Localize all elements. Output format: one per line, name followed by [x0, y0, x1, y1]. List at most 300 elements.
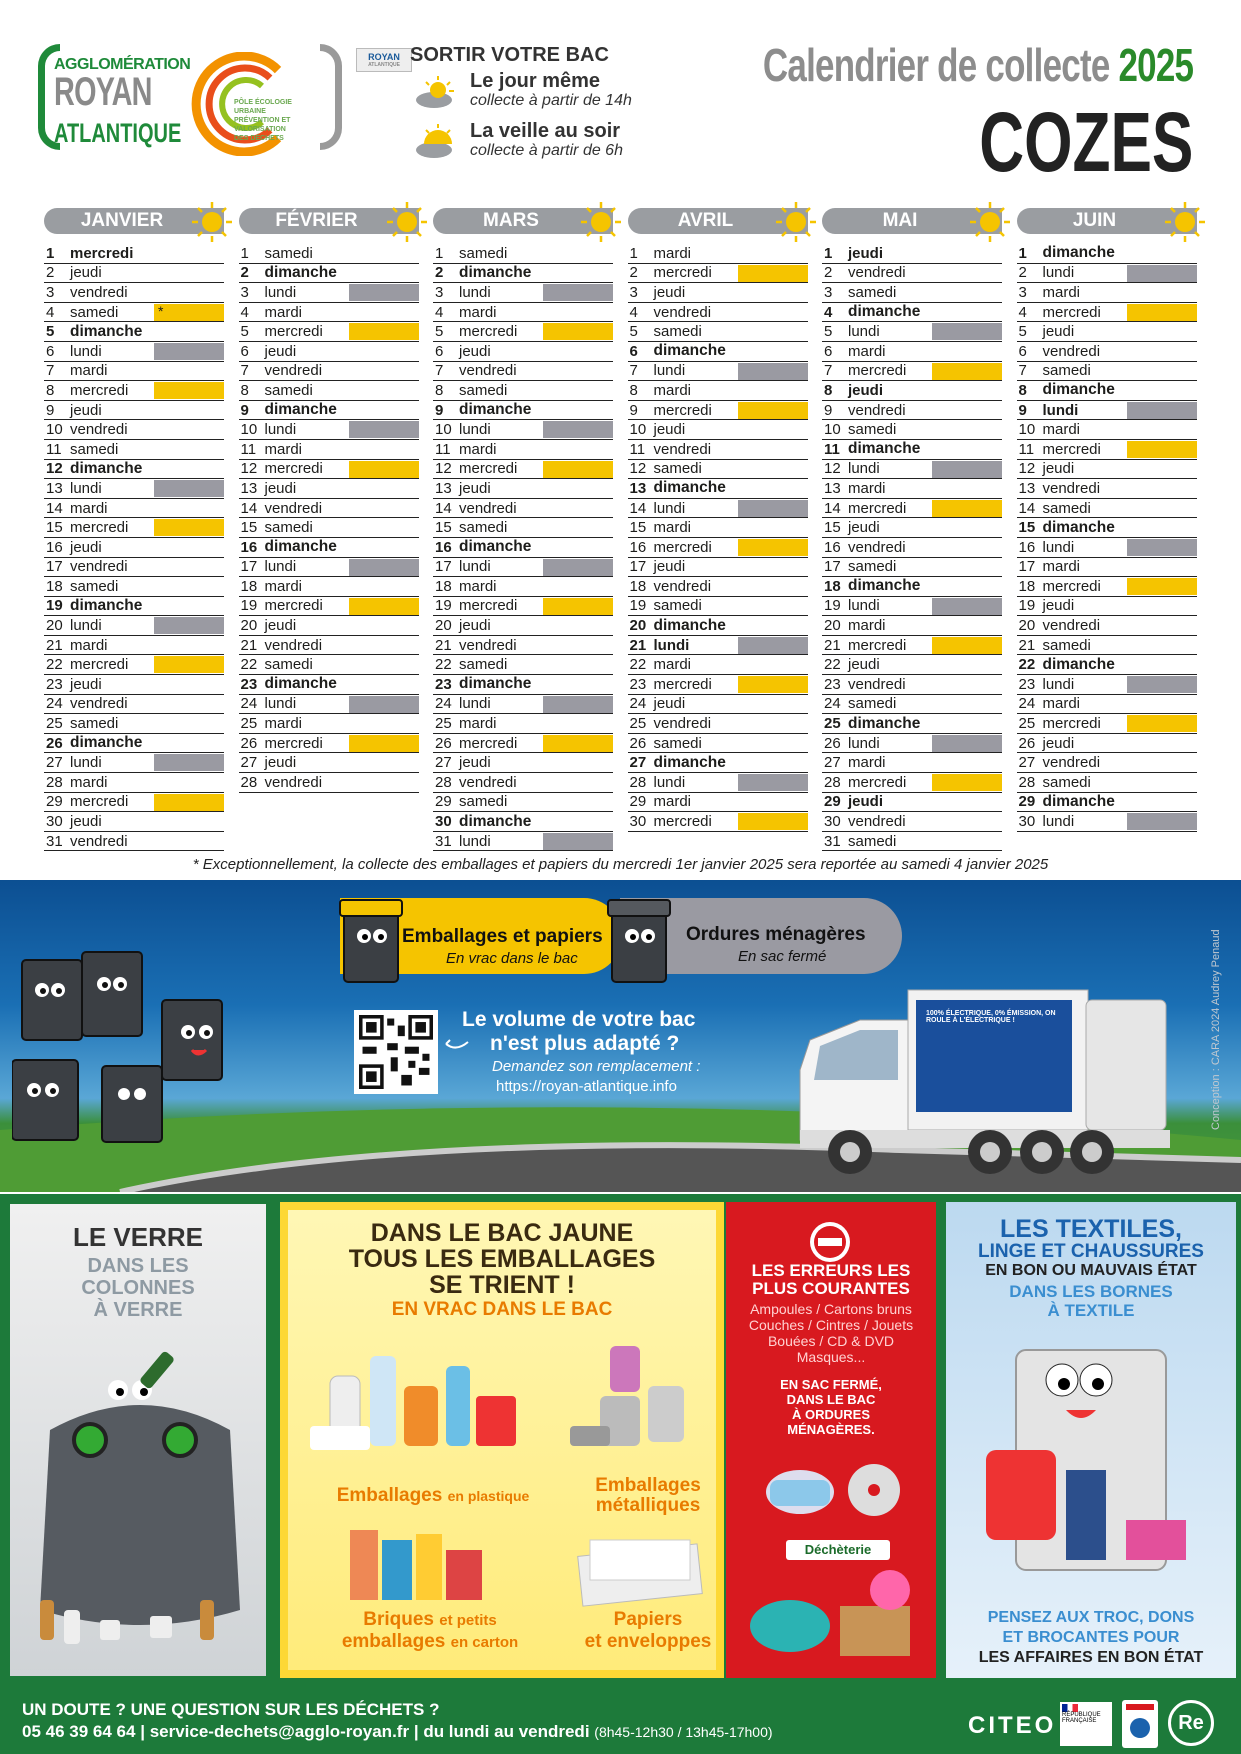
- day-number: 8: [240, 381, 249, 399]
- day-name: samedi: [70, 715, 119, 733]
- day-number: 4: [1018, 303, 1027, 321]
- month-column: [239, 208, 419, 793]
- collection-truck: [790, 980, 1190, 1185]
- calendar-day-row: [433, 440, 613, 460]
- calendar-day-row: [239, 283, 419, 303]
- decheterie-sign: Déchèterie: [786, 1540, 890, 1560]
- calendar-day-row: [433, 283, 613, 303]
- day-number: 1: [46, 244, 55, 262]
- day-number: 28: [1018, 773, 1036, 791]
- month-header: [239, 208, 419, 234]
- day-name: mardi: [459, 440, 497, 458]
- credit: Conception : CARA 2024 Audrey Penaud: [1210, 929, 1222, 1130]
- day-number: 23: [46, 675, 63, 693]
- calendar-day-row: [822, 695, 1002, 715]
- day-name: samedi: [653, 597, 702, 615]
- day-number: 30: [629, 813, 647, 831]
- calendar-day-row: [44, 479, 224, 499]
- day-name: vendredi: [653, 303, 712, 321]
- day-number: 26: [824, 734, 841, 752]
- footer-email[interactable]: service-dechets@agglo-royan.fr: [149, 1722, 410, 1741]
- calendar-day-row: [822, 558, 1002, 578]
- sun-icon: [774, 200, 818, 244]
- day-name: mardi: [459, 577, 497, 595]
- royan-badge: ROYAN ATLANTIQUE: [356, 48, 412, 72]
- day-name: mercredi: [1042, 577, 1101, 595]
- day-name: mardi: [1042, 421, 1081, 439]
- calendar-day-row: [433, 264, 613, 284]
- calendar-day-row: [433, 734, 613, 754]
- day-name: mardi: [264, 303, 303, 321]
- yellow-bin-icon: [338, 892, 408, 992]
- err-s2: DANS LE BAC: [786, 1392, 876, 1407]
- jaune-title1: DANS LE BAC JAUNE: [370, 1219, 634, 1247]
- day-number: 29: [435, 793, 452, 811]
- month-column: [44, 208, 224, 851]
- day-name: vendredi: [653, 715, 712, 733]
- calendar-day-row: [433, 401, 613, 421]
- day-number: 16: [240, 538, 258, 556]
- day-number: 18: [46, 577, 63, 595]
- replacement-link[interactable]: https://royan-atlantique.info: [496, 1078, 677, 1095]
- day-number: 29: [824, 793, 841, 811]
- day-name: samedi: [848, 421, 897, 439]
- day-number: 20: [1018, 617, 1036, 635]
- calendar-day-row: [1017, 812, 1197, 832]
- emballages-collection-marker: [154, 794, 224, 811]
- day-number: 11: [240, 440, 257, 458]
- calendar-day-row: [1017, 401, 1197, 421]
- calendar-day-row: [433, 303, 613, 323]
- calendar-day-row: [822, 538, 1002, 558]
- calendar-day-row: [1017, 636, 1197, 656]
- calendar-year: 2025: [1118, 39, 1193, 91]
- emballages-collection-marker: [154, 382, 224, 399]
- day-name: jeudi: [264, 479, 297, 497]
- day-name: samedi: [848, 558, 897, 576]
- day-name: mercredi: [1042, 303, 1101, 321]
- day-name: dimanche: [264, 538, 337, 556]
- calendar-day-row: [822, 616, 1002, 636]
- day-number: 1: [629, 244, 638, 262]
- day-name: vendredi: [653, 577, 712, 595]
- day-number: 13: [1018, 479, 1036, 497]
- calendar-day-row: [433, 577, 613, 597]
- calendar-day-row: [1017, 460, 1197, 480]
- day-number: 20: [240, 617, 258, 635]
- qr-code-icon: [359, 1015, 433, 1089]
- calendar-day-row: [1017, 597, 1197, 617]
- calendar-day-row: [628, 538, 808, 558]
- day-number: 25: [629, 715, 647, 733]
- day-number: 18: [629, 577, 647, 595]
- day-number: 15: [629, 519, 647, 537]
- day-name: samedi: [1042, 636, 1091, 654]
- calendar-day-row: [1017, 655, 1197, 675]
- day-name: mardi: [70, 362, 108, 380]
- month-name: JUIN: [1072, 210, 1117, 231]
- day-name: mardi: [848, 342, 886, 360]
- month-column: [822, 208, 1002, 851]
- calendar-day-row: [433, 558, 613, 578]
- calendar-day-row: [239, 420, 419, 440]
- day-name: jeudi: [848, 381, 884, 399]
- day-name: mardi: [1042, 558, 1081, 576]
- calendar-day-row: [822, 420, 1002, 440]
- calendar-day-row: [1017, 793, 1197, 813]
- day-name: vendredi: [70, 832, 128, 850]
- day-number: 28: [435, 773, 452, 791]
- day-name: jeudi: [459, 754, 491, 772]
- day-name: samedi: [70, 577, 119, 595]
- calendar-day-row: [822, 322, 1002, 342]
- day-number: 22: [435, 656, 452, 674]
- day-number: 10: [46, 421, 63, 439]
- day-name: dimanche: [848, 440, 921, 458]
- emballages-collection-marker: [1127, 304, 1197, 321]
- logo-pole: PÔLE ÉCOLOGIE URBAINE PRÉVENTION ET VALORISATION DES DÉCHETS: [234, 99, 292, 142]
- day-name: mardi: [653, 244, 692, 262]
- day-number: 26: [46, 734, 63, 752]
- footer-contact: [22, 1722, 773, 1742]
- calendar-day-row: [822, 714, 1002, 734]
- legend-yellow-title: Emballages et papiers: [402, 926, 603, 947]
- day-number: 10: [240, 421, 258, 439]
- calendar-day-row: [44, 322, 224, 342]
- day-number: 13: [824, 479, 841, 497]
- calendar-day-row: [628, 244, 808, 264]
- day-number: 14: [435, 499, 452, 517]
- day-number: 9: [46, 401, 55, 419]
- day-number: 25: [824, 715, 841, 733]
- calendar-day-row: [433, 793, 613, 813]
- calendar-day-row: [433, 460, 613, 480]
- emballages-collection-marker: [543, 735, 613, 752]
- day-name: dimanche: [848, 714, 921, 732]
- day-number: 27: [240, 754, 258, 772]
- day-number: 19: [435, 597, 452, 615]
- day-name: mercredi: [653, 813, 712, 831]
- qr-code[interactable]: [354, 1010, 438, 1094]
- calendar-day-row: [628, 440, 808, 460]
- emballages-collection-marker: [349, 461, 419, 478]
- calendar-day-row: [822, 773, 1002, 793]
- calendar-day-row: [239, 479, 419, 499]
- calendar-day-row: [628, 597, 808, 617]
- tex-b1: PENSEZ AUX TROC, DONS: [987, 1609, 1195, 1626]
- legend-yellow-sub: En vrac dans le bac: [446, 950, 578, 967]
- day-name: lundi: [1042, 675, 1075, 693]
- day-name: jeudi: [264, 617, 297, 635]
- day-number: 14: [46, 499, 63, 517]
- calendar-day-row: [44, 401, 224, 421]
- calendar-day-row: [1017, 616, 1197, 636]
- republique-text: RÉPUBLIQUE FRANÇAISE: [1062, 1712, 1101, 1724]
- calendar-day-row: [44, 244, 224, 264]
- day-name: vendredi: [70, 421, 128, 439]
- ordures-collection-marker: [349, 696, 419, 713]
- calendar-day-row: [44, 264, 224, 284]
- calendar-day-row: [628, 283, 808, 303]
- day-name: lundi: [653, 499, 686, 517]
- day-name: samedi: [459, 244, 508, 262]
- calendar-day-row: [822, 244, 1002, 264]
- day-number: 9: [240, 401, 249, 419]
- day-name: jeudi: [653, 283, 686, 301]
- calendar-day-row: [44, 695, 224, 715]
- day-name: vendredi: [848, 538, 906, 556]
- day-number: 10: [629, 421, 647, 439]
- day-name: lundi: [848, 597, 880, 615]
- err-l4: Masques...: [796, 1349, 866, 1365]
- tex-title1: LES TEXTILES,: [1000, 1215, 1182, 1243]
- day-name: dimanche: [70, 459, 143, 477]
- day-name: mercredi: [653, 264, 712, 282]
- emballages-collection-marker: [543, 323, 613, 340]
- ordures-collection-marker: [1127, 265, 1197, 282]
- calendar-day-row: [239, 538, 419, 558]
- day-name: dimanche: [70, 734, 143, 752]
- day-name: mercredi: [653, 401, 712, 419]
- day-number: 31: [824, 832, 841, 850]
- calendar-day-row: [1017, 675, 1197, 695]
- calendar-day-row: [628, 734, 808, 754]
- day-name: mardi: [70, 499, 108, 517]
- tex-title4: DANS LES BORNES: [1009, 1282, 1173, 1301]
- emballages-collection-marker: [1127, 578, 1197, 595]
- cat-briques-1: [300, 1610, 560, 1630]
- day-number: 11: [1018, 440, 1035, 458]
- toys-box-icon: [740, 1566, 926, 1666]
- day-number: 7: [824, 362, 833, 380]
- ordures-collection-marker: [349, 421, 419, 438]
- logo-atlantique: ATLANTIQUE: [54, 118, 182, 148]
- day-number: 29: [1018, 793, 1036, 811]
- emballages-collection-marker: [349, 598, 419, 615]
- day-name: jeudi: [1042, 597, 1075, 615]
- day-name: samedi: [264, 656, 313, 674]
- cat-briques-sub: et petits: [439, 1612, 497, 1629]
- month-name: MARS: [483, 210, 539, 231]
- footnote-marker: *: [158, 302, 164, 319]
- day-number: 26: [1018, 734, 1036, 752]
- day-number: 11: [824, 440, 840, 458]
- cat-briques-sub2: en carton: [450, 1634, 519, 1651]
- calendar-day-row: [822, 460, 1002, 480]
- day-number: 19: [1018, 597, 1036, 615]
- emballages-collection-marker: [738, 402, 808, 419]
- calendar-day-row: [1017, 538, 1197, 558]
- logo-bracket-right: [320, 44, 342, 150]
- ordures-collection-marker: [738, 500, 808, 517]
- day-name: jeudi: [1042, 323, 1075, 341]
- calendar-day-row: [433, 499, 613, 519]
- city-name: COZES: [978, 95, 1193, 189]
- err-s4: MÉNAGÈRES.: [787, 1422, 875, 1437]
- day-name: vendredi: [459, 773, 517, 791]
- day-number: 24: [824, 695, 841, 713]
- day-number: 17: [46, 558, 63, 576]
- day-number: 6: [435, 342, 444, 360]
- day-name: dimanche: [459, 401, 532, 419]
- day-number: 22: [240, 656, 258, 674]
- day-name: vendredi: [1042, 617, 1101, 635]
- month-name: JANVIER: [80, 210, 164, 231]
- footer-phone[interactable]: 05 46 39 64 64: [22, 1722, 136, 1741]
- calendar-day-row: [44, 558, 224, 578]
- calendar-day-row: [433, 655, 613, 675]
- day-name: mercredi: [459, 323, 518, 341]
- calendar-day-row: [628, 577, 808, 597]
- day-number: 7: [629, 362, 638, 380]
- calendar-day-row: [433, 714, 613, 734]
- day-number: 13: [46, 479, 63, 497]
- day-number: 4: [240, 303, 249, 321]
- day-name: mardi: [848, 617, 886, 635]
- day-name: lundi: [1042, 401, 1079, 419]
- day-number: 13: [435, 479, 452, 497]
- calendar-day-row: [628, 303, 808, 323]
- day-name: lundi: [653, 362, 686, 380]
- day-number: 25: [46, 715, 63, 733]
- day-name: mercredi: [848, 636, 907, 654]
- plastic-metal-items-icon: [300, 1336, 710, 1476]
- day-name: jeudi: [459, 617, 491, 635]
- jaune-title3: SE TRIENT !: [429, 1271, 575, 1299]
- day-number: 2: [824, 264, 833, 282]
- month-column: [1017, 208, 1197, 832]
- day-number: 23: [1018, 675, 1036, 693]
- err-s1: EN SAC FERMÉ,: [780, 1377, 882, 1392]
- day-name: mercredi: [70, 519, 129, 537]
- calendar-day-row: [1017, 518, 1197, 538]
- day-number: 29: [46, 793, 63, 811]
- day-number: 17: [629, 558, 647, 576]
- calendar-day-row: [628, 773, 808, 793]
- day-name: lundi: [459, 832, 491, 850]
- day-name: jeudi: [70, 264, 102, 282]
- day-number: 19: [46, 597, 63, 615]
- day-name: samedi: [70, 303, 119, 321]
- calendar-day-row: [628, 812, 808, 832]
- day-name: samedi: [1042, 773, 1091, 791]
- calendar-day-row: [628, 479, 808, 499]
- day-name: lundi: [1042, 264, 1075, 282]
- calendar-day-row: [822, 675, 1002, 695]
- day-number: 16: [46, 538, 63, 556]
- calendar-day-row: [44, 832, 224, 852]
- footer-hours: (8h45-12h30 / 13h45-17h00): [594, 1724, 773, 1740]
- day-name: vendredi: [264, 362, 323, 380]
- calendar-day-row: [1017, 420, 1197, 440]
- ordures-collection-marker: [738, 363, 808, 380]
- day-name: dimanche: [459, 538, 532, 556]
- day-name: dimanche: [1042, 792, 1115, 810]
- day-number: 1: [240, 244, 249, 262]
- tex-b2: ET BROCANTES POUR: [1002, 1629, 1180, 1646]
- day-number: 12: [629, 460, 647, 478]
- day-name: samedi: [70, 440, 119, 458]
- agglo-logo: [38, 44, 400, 156]
- day-name: lundi: [848, 460, 880, 478]
- day-number: 27: [629, 754, 647, 772]
- day-number: 13: [629, 479, 647, 497]
- calendar-day-row: [239, 264, 419, 284]
- tex-b3: LES AFFAIRES EN BON ÉTAT: [978, 1649, 1204, 1666]
- calendar-day-row: [44, 655, 224, 675]
- grey-bin-icon: [606, 892, 676, 992]
- replacement-text: Demandez son remplacement :: [492, 1058, 701, 1075]
- calendar-day-row: [628, 675, 808, 695]
- day-number: 22: [629, 656, 647, 674]
- day-number: 3: [46, 283, 55, 301]
- day-number: 16: [629, 538, 647, 556]
- emballages-collection-marker: [1127, 441, 1197, 458]
- calendar-day-row: [628, 753, 808, 773]
- ordures-collection-marker: [932, 323, 1002, 340]
- day-number: 15: [240, 519, 258, 537]
- day-number: 28: [240, 773, 258, 791]
- day-name: dimanche: [1042, 381, 1115, 399]
- cat-plastique-main: Emballages: [336, 1485, 443, 1506]
- calendar-day-row: [239, 244, 419, 264]
- day-name: mardi: [848, 479, 886, 497]
- month-header: [822, 208, 1002, 234]
- day-name: lundi: [848, 323, 880, 341]
- calendar-day-row: [44, 793, 224, 813]
- sortir-title: SORTIR VOTRE BAC: [410, 44, 609, 66]
- day-name: lundi: [459, 695, 491, 713]
- calendar-day-row: [433, 244, 613, 264]
- calendar-day-row: [822, 655, 1002, 675]
- cat-plastique: [304, 1486, 562, 1506]
- emballages-collection-marker: [349, 323, 419, 340]
- arrow-icon: [442, 1036, 472, 1056]
- day-number: 17: [824, 558, 841, 576]
- day-name: mercredi: [264, 460, 323, 478]
- calendar-day-row: [239, 577, 419, 597]
- day-name: mercredi: [1042, 440, 1101, 458]
- day-number: 5: [824, 323, 833, 341]
- footer-sep-2: |: [413, 1722, 419, 1741]
- day-number: 17: [240, 558, 258, 576]
- calendar-day-row: [433, 479, 613, 499]
- calendar-day-row: [239, 322, 419, 342]
- calendar-day-row: [822, 440, 1002, 460]
- calendar-day-row: [433, 675, 613, 695]
- calendar-day-row: [1017, 362, 1197, 382]
- calendar-day-row: [822, 812, 1002, 832]
- ordures-collection-marker: [154, 754, 224, 771]
- emballages-collection-marker: [543, 461, 613, 478]
- day-name: samedi: [848, 695, 897, 713]
- ordures-collection-marker: [543, 284, 613, 301]
- emballages-collection-marker: [932, 363, 1002, 380]
- cat-briques-2: [300, 1632, 560, 1652]
- day-name: lundi: [1042, 538, 1075, 556]
- calendar-day-row: [44, 342, 224, 362]
- day-number: 16: [1018, 538, 1036, 556]
- day-number: 4: [629, 303, 638, 321]
- day-number: 1: [435, 244, 444, 262]
- day-number: 30: [1018, 813, 1036, 831]
- day-number: 23: [240, 675, 258, 693]
- day-name: vendredi: [70, 558, 128, 576]
- day-name: mercredi: [1042, 715, 1101, 733]
- day-number: 5: [435, 323, 444, 341]
- day-name: vendredi: [1042, 479, 1101, 497]
- day-name: mardi: [264, 577, 303, 595]
